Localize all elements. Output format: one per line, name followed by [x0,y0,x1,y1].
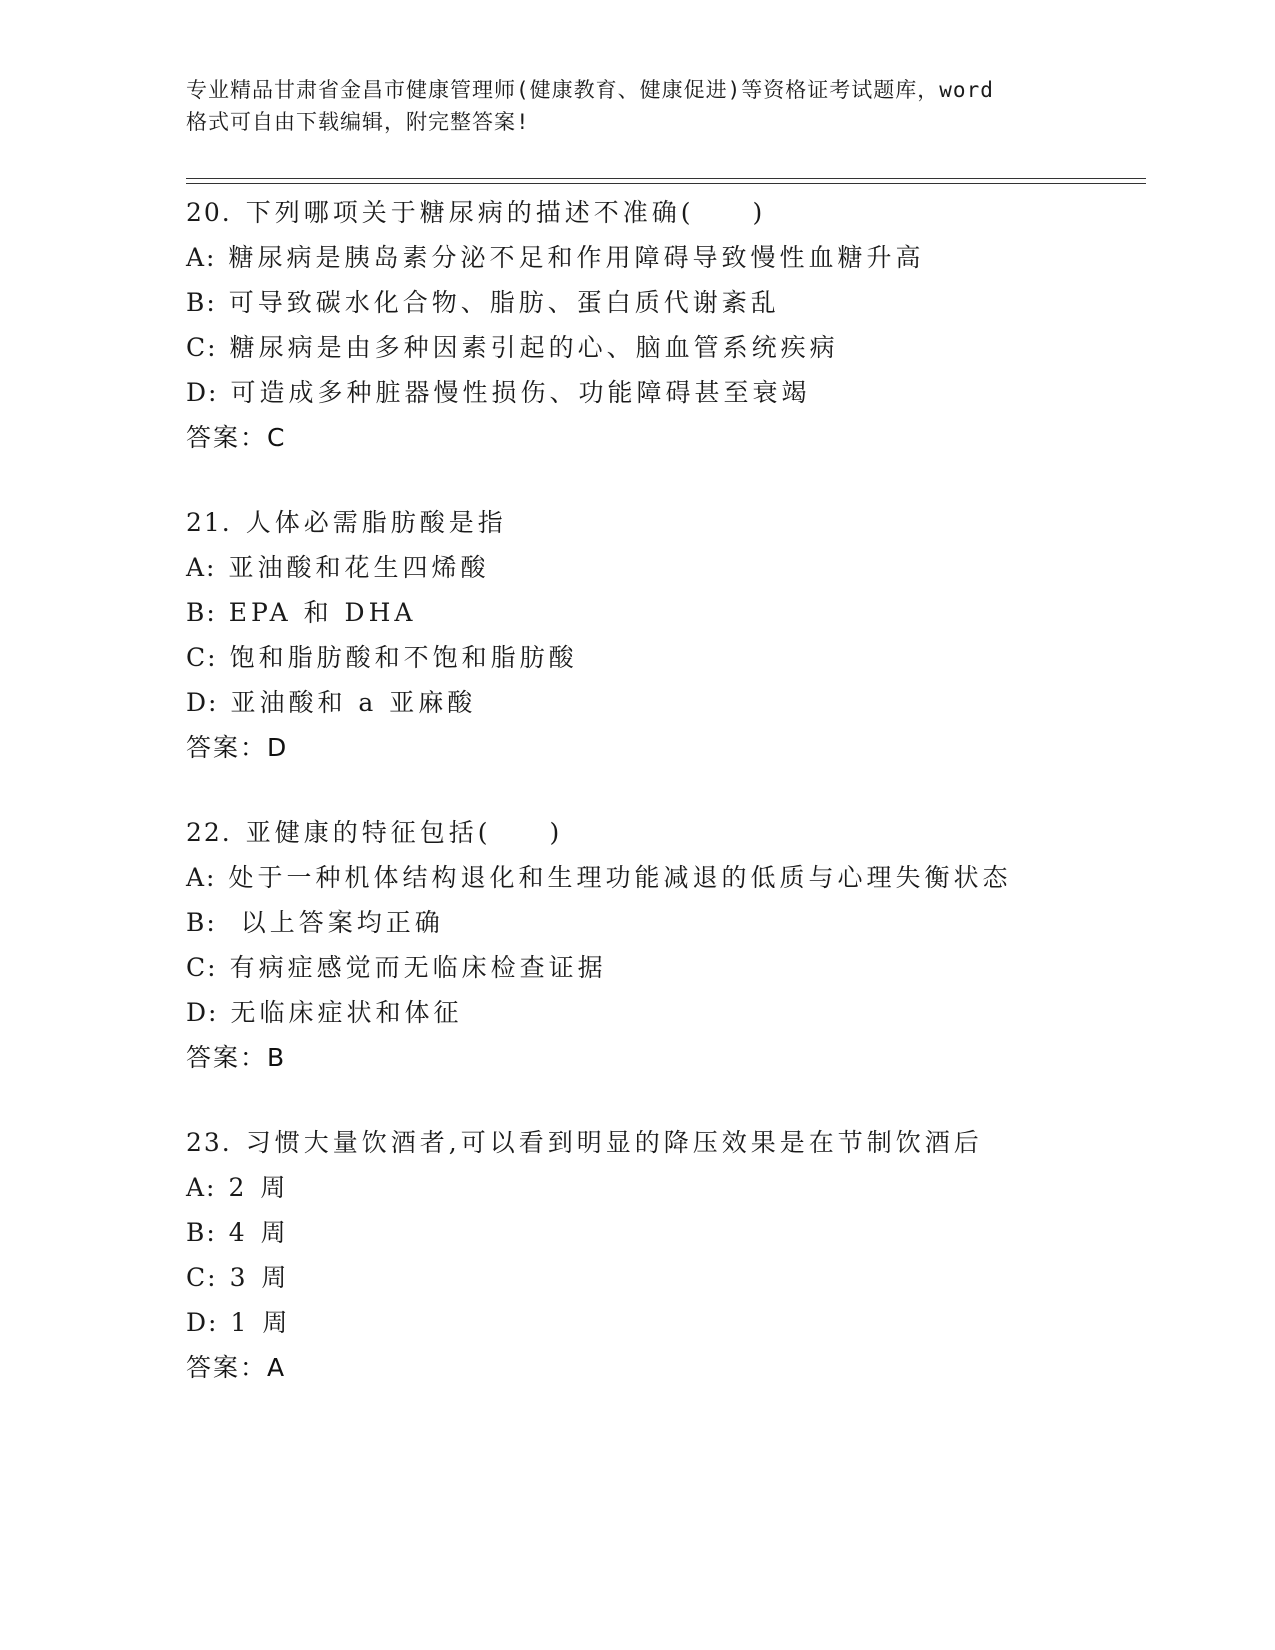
option-text: 处于一种机体结构退化和生理功能减退的低质与心理失衡状态 [228,863,1012,892]
option-c [186,635,1146,680]
question-text: 人体必需脂肪酸是指 [245,508,507,537]
option-b [186,900,1146,945]
option-d [186,990,1146,1035]
option-text: 有病症感觉而无临床检查证据 [229,953,607,982]
question-21 [186,500,1146,770]
option-key: D: [186,1308,219,1337]
option-text: EPA 和 DHA [228,598,417,627]
question-stem [186,1120,1146,1165]
option-text: 4 周 [228,1218,290,1247]
answer-line: 答案：D [186,733,289,762]
option-text: 无临床症状和体征 [230,998,463,1027]
option-a [186,1165,1146,1210]
option-key: C: [186,1263,218,1292]
option-c [186,325,1146,370]
option-key: A: [186,1173,217,1202]
option-b [186,1210,1146,1255]
question-22 [186,810,1146,1080]
answer-line: 答案：A [186,1353,287,1382]
header-line-2: 格式可自由下载编辑，附完整答案! [186,110,530,134]
option-text: 饱和脂肪酸和不饱和脂肪酸 [229,643,578,672]
question-number: 20. [186,198,232,227]
option-a [186,545,1146,590]
option-key: C: [186,643,218,672]
option-text: 亚油酸和 a 亚麻酸 [230,688,477,717]
option-text: 糖尿病是胰岛素分泌不足和作用障碍导致慢性血糖升高 [228,243,925,272]
option-text: 可导致碳水化合物、脂肪、蛋白质代谢紊乱 [228,288,780,317]
option-text: 亚油酸和花生四烯酸 [228,553,490,582]
option-d [186,1300,1146,1345]
question-list [186,190,1146,1430]
option-key: B: [186,288,217,317]
option-a [186,235,1146,280]
option-text: 可造成多种脏器慢性损伤、功能障碍甚至衰竭 [230,378,811,407]
question-text: 亚健康的特征包括( ) [245,818,564,847]
option-text: 以上答案均正确 [228,908,444,937]
question-number: 23. [186,1128,232,1157]
option-c [186,1255,1146,1300]
question-number: 22. [186,818,232,847]
question-20 [186,190,1146,460]
question-text: 习惯大量饮酒者,可以看到明显的降压效果是在节制饮酒后 [245,1128,983,1157]
option-key: B: [186,1218,217,1247]
option-d [186,370,1146,415]
question-stem [186,190,1146,235]
option-key: B: [186,908,217,937]
option-key: C: [186,333,218,362]
option-b [186,590,1146,635]
question-23 [186,1120,1146,1390]
question-text: 下列哪项关于糖尿病的描述不准确( ) [245,198,767,227]
answer-line: 答案：C [186,423,287,452]
option-key: D: [186,378,219,407]
option-text: 糖尿病是由多种因素引起的心、脑血管系统疾病 [229,333,839,362]
option-text: 2 周 [228,1173,290,1202]
document-header [186,74,1086,138]
option-key: B: [186,598,217,627]
answer-line: 答案：B [186,1043,287,1072]
option-b [186,280,1146,325]
option-key: A: [186,553,217,582]
option-c [186,945,1146,990]
option-a [186,855,1146,900]
header-divider-bottom [186,183,1146,184]
option-key: A: [186,243,217,272]
question-stem [186,500,1146,545]
option-text: 1 周 [230,1308,292,1337]
header-divider-top [186,178,1146,179]
option-key: D: [186,688,219,717]
question-number: 21. [186,508,232,537]
option-key: D: [186,998,219,1027]
option-d [186,680,1146,725]
option-text: 3 周 [229,1263,291,1292]
question-stem [186,810,1146,855]
header-line-1: 专业精品甘肃省金昌市健康管理师(健康教育、健康促进)等资格证考试题库，word [186,78,994,102]
option-key: C: [186,953,218,982]
option-key: A: [186,863,217,892]
